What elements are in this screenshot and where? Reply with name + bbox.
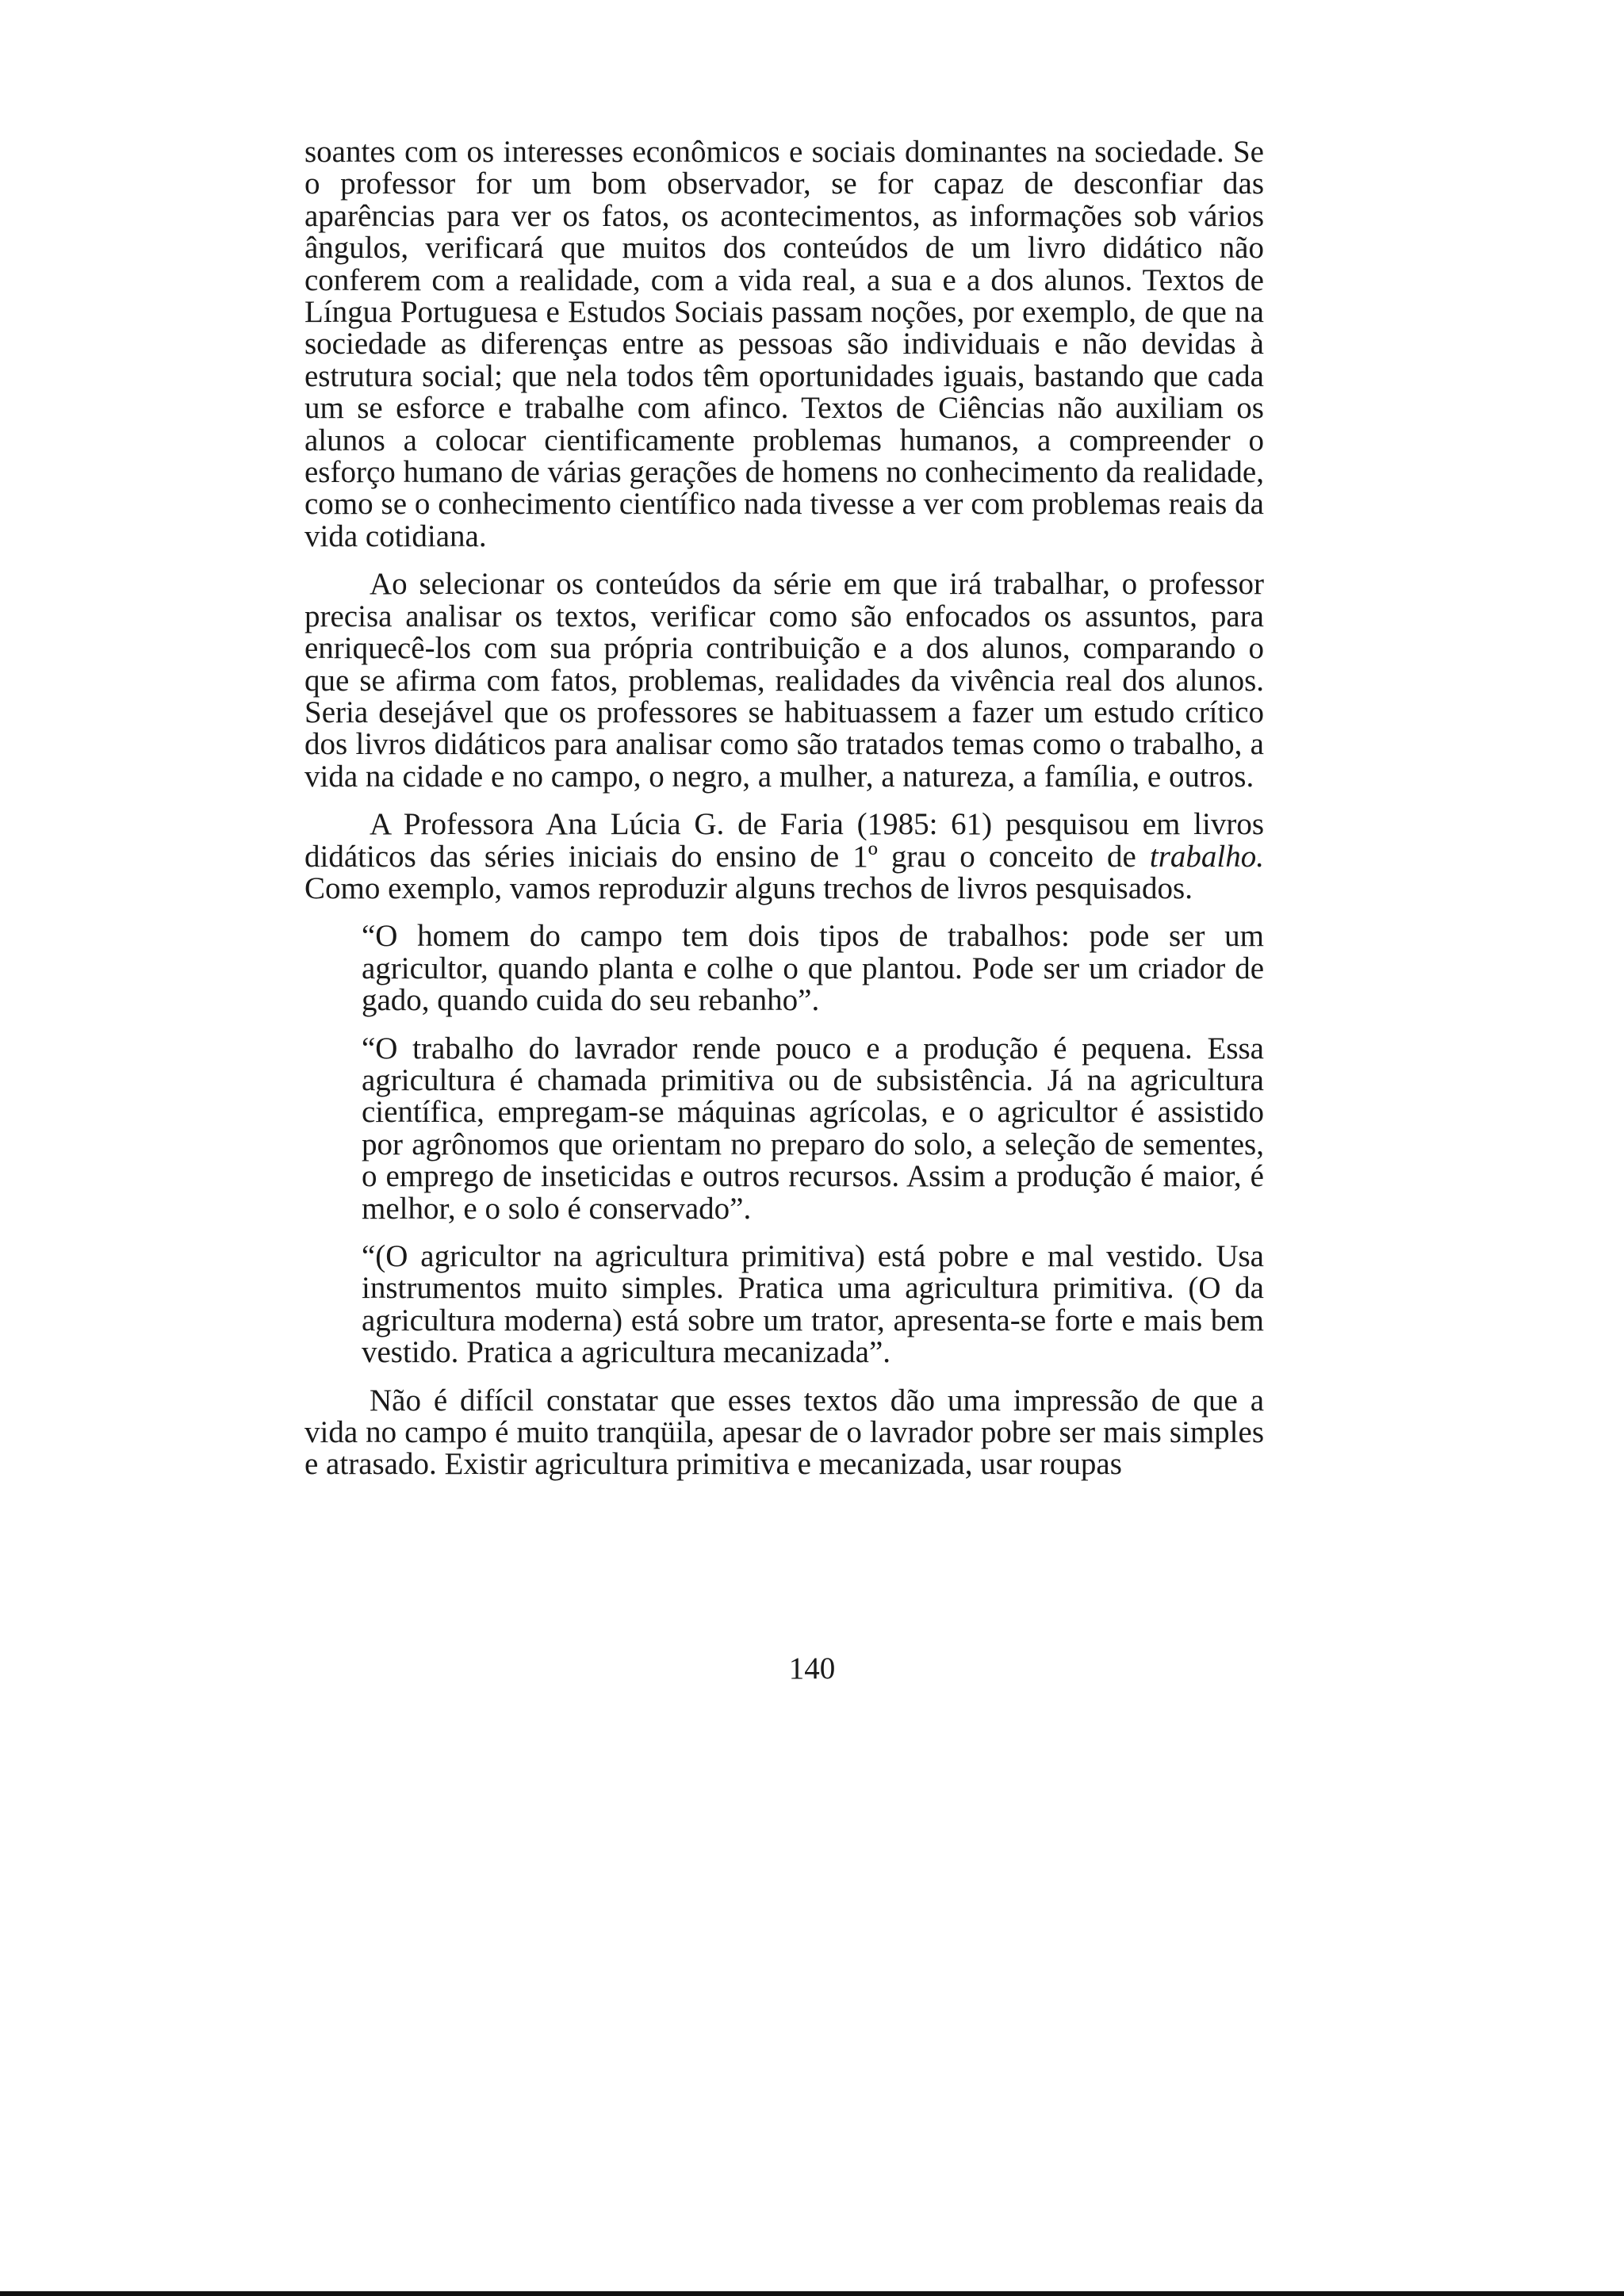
- paragraph-faria-research: [304, 809, 1264, 905]
- block-quote-2: “O trabalho do lavrador rende pouco e a produção é pequena. Essa agricultura é chamada primitiva ou de subsistência. Já na agricultura científica, empregam-se máquinas agrícolas, e o agricultor é assistido por agrônomos que orientam no preparo do solo, a seleção de sementes, o emprego de inseticidas e outros recursos. Assim a produção é maior, é melhor, e o solo é conservado”.: [362, 1031, 1264, 1226]
- italic-term-trabalho: trabalho.: [1149, 839, 1264, 874]
- faria-text-start: A Professora Ana Lúcia G. de Faria (1985: 61) pesquisou em livros didáticos das séries iniciais do ensino de 1: [304, 807, 1264, 874]
- faria-text-middle: grau o conceito de: [877, 839, 1150, 874]
- paragraph-continuation: soantes com os interesses econômicos e sociais dominantes na sociedade. Se o professor for um bom observador, se for capaz de desconfiar das aparências para ver os fatos, os acontecimentos, as informações sob vários ângulos, verificará que muitos dos conteúdos de um livro didático não conferem com a realidade, com a vida real, a sua e a dos alunos. Textos de Língua Portuguesa e Estudos Sociais passam noções, por exemplo, de que na sociedade as diferenças entre as pessoas são individuais e não devidas à estrutura social; que nela todos têm oportunidades iguais, bastando que cada um se esforce e trabalhe com afinco. Textos de Ciências não auxiliam os alunos a colocar cientificamente problemas humanos, a compreender o esforço humano de várias gerações de homens no conhecimento da realidade, como se o conhecimento científico nada tivesse a ver com problemas reais da vida cotidiana.: [304, 135, 1264, 553]
- paragraph-conclusion: Não é difícil constatar que esses textos dão uma impressão de que a vida no campo é muito tranqüila, apesar de o lavrador pobre ser mais simples e atrasado. Existir agricultura primitiva e mecanizada, usar roupas: [304, 1383, 1264, 1482]
- page-number: 140: [788, 1651, 836, 1686]
- page-body-text: [304, 136, 1264, 1481]
- ordinal-indicator: º: [868, 839, 878, 874]
- bottom-border-line: [0, 2291, 1624, 2296]
- block-quote-1: “O homem do campo tem dois tipos de trabalhos: pode ser um agricultor, quando planta e colhe o que plantou. Pode ser um criador de gado, quando cuida do seu rebanho”.: [362, 919, 1264, 1018]
- faria-text-end: Como exemplo, vamos reproduzir alguns trechos de livros pesquisados.: [304, 871, 1193, 905]
- block-quote-3: “(O agricultor na agricultura primitiva) está pobre e mal vestido. Usa instrumentos muito simples. Pratica uma agricultura primitiva. (O da agricultura moderna) está sobre um trator, apresenta-se forte e mais bem vestido. Pratica a agricultura mecanizada”.: [362, 1239, 1264, 1370]
- paragraph-selecting-contents: Ao selecionar os conteúdos da série em que irá trabalhar, o professor precisa analisar os textos, verificar como são enfocados os assuntos, para enriquecê-los com sua própria contribuição e a dos alunos, comparando o que se afirma com fatos, problemas, realidades da vivência real dos alunos. Seria desejável que os professores se habituassem a fazer um estudo crítico dos livros didáticos para analisar como são tratados temas como o trabalho, a vida na cidade e no campo, o negro, a mulher, a natureza, a família, e outros.: [304, 567, 1264, 794]
